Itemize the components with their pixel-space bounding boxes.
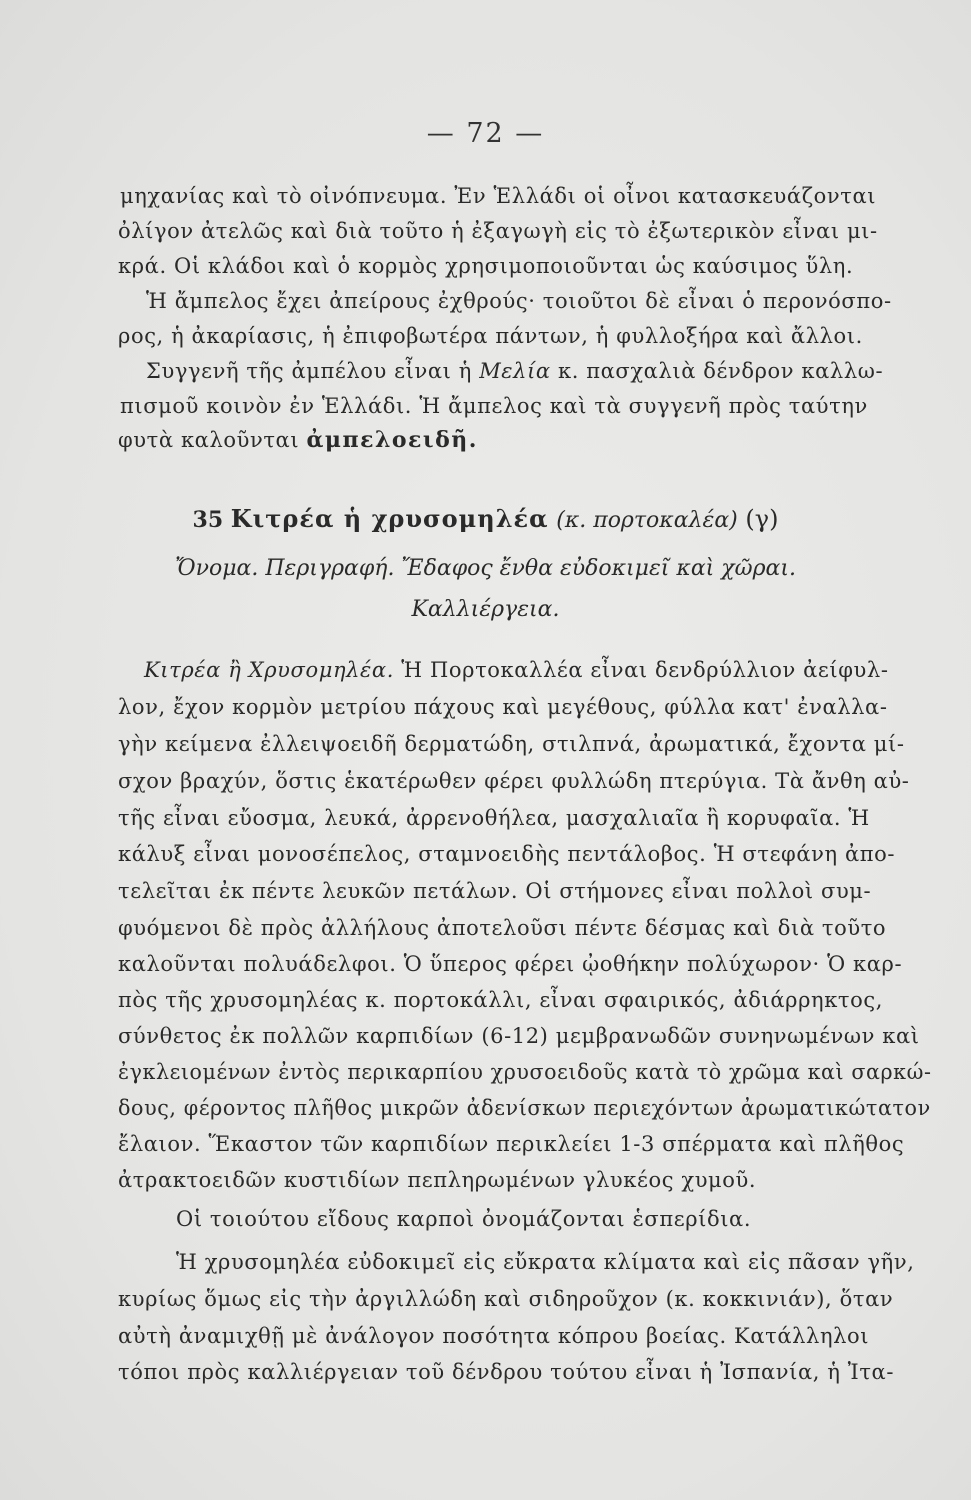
- text-line: Οἱ τοιούτου εἴδους καρποὶ ὀνομάζονται ἑσπερίδια.: [176, 1207, 752, 1231]
- section-subtitle-2: Καλλιέργεια.: [411, 597, 560, 622]
- italic-term: Μελία: [479, 359, 551, 383]
- section-heading: [0, 504, 971, 533]
- text-line: φυόμενοι δὲ πρὸς ἀλλήλους ἀποτελοῦσι πέντε δέσμας καὶ διὰ τοῦτο: [118, 916, 887, 940]
- text-line: αὐτὴ ἀναμιχθῇ μὲ ἀνάλογον ποσότητα κόπρου βοείας. Κατάλληλοι: [118, 1324, 870, 1348]
- text-line: [144, 658, 889, 682]
- section-number: 35: [192, 507, 224, 533]
- page-number: — 72 —: [426, 118, 545, 149]
- italic-term: Κιτρέα ἢ Χρυσομηλέα.: [144, 658, 394, 682]
- text-line: [146, 359, 883, 383]
- text-line: κάλυξ εἶναι μονοσέπελος, σταμνοειδὴς πεντάλοβος. Ἡ στεφάνη ἀπο-: [118, 842, 896, 866]
- text-line: λον, ἔχον κορμὸν μετρίου πάχους καὶ μεγέθους, φύλλα κατ' ἐναλλα-: [118, 695, 888, 719]
- text-segment: Συγγενῆ τῆς ἀμπέλου εἶναι ἡ: [146, 359, 480, 383]
- text-line: ρος, ἡ ἀκαρίασις, ἡ ἐπιφοβωτέρα πάντων, ἡ φυλλοξήρα καὶ ἄλλοι.: [118, 324, 863, 348]
- text-line: σχον βραχύν, ὅστις ἑκατέρωθεν φέρει φυλλώδη πτερύγια. Τὰ ἄνθη αὐ-: [118, 769, 910, 793]
- text-line: κυρίως ὅμως εἰς τὴν ἀργιλλώδη καὶ σιδηροῦχον (κ. κοκκινιάν), ὅταν: [118, 1287, 894, 1311]
- text-line: ἐγκλειομένων ἐντὸς περικαρπίου χρυσοειδοῦς κατὰ τὸ χρῶμα καὶ σαρκώ-: [118, 1060, 932, 1084]
- text-segment: Ἡ Πορτοκαλλέα εἶναι δενδρύλλιον ἀείφυλ-: [393, 658, 889, 682]
- text-line: τῆς εἶναι εὔοσμα, λευκά, ἀρρενοθήλεα, μασχαλιαῖα ἢ κορυφαῖα. Ἡ: [118, 806, 870, 830]
- text-line: πὸς τῆς χρυσομηλέας κ. πορτοκάλλι, εἶναι σφαιρικός, ἀδιάρρηκτος,: [118, 988, 884, 1012]
- text-line: δους, φέροντος πλῆθος μικρῶν ἀδενίσκων περιεχόντων ἀρωματικώτατον: [118, 1096, 931, 1120]
- text-line: γὴν κείμενα ἐλλειψοειδῆ δερματώδη, στιλπνά, ἀρωματικά, ἔχοντα μί-: [118, 732, 905, 756]
- text-line: [118, 428, 478, 452]
- section-subtitle: Ὄνομα. Περιγραφή. Ἔδαφος ἔνθα εὐδοκιμεῖ καὶ χῶραι.: [175, 556, 796, 581]
- text-line: τελεῖται ἐκ πέντε λευκῶν πετάλων. Οἱ στήμονες εἶναι πολλοὶ συμ-: [118, 879, 872, 903]
- text-line: τόποι πρὸς καλλιέργειαν τοῦ δένδρου τούτου εἶναι ἡ Ἰσπανία, ἡ Ἰτα-: [118, 1360, 895, 1384]
- section-alt-name: (κ. πορτοκαλέα): [556, 508, 738, 533]
- section-tag: (γ): [745, 505, 779, 533]
- text-line: καλοῦνται πολυάδελφοι. Ὁ ὕπερος φέρει ᾠοθήκην πολύχωρον· Ὁ καρ-: [118, 952, 903, 976]
- text-segment: κ. πασχαλιὰ δένδρον καλλω-: [550, 359, 884, 383]
- text-line: Ἡ χρυσομηλέα εὐδοκιμεῖ εἰς εὔκρατα κλίματα καὶ εἰς πᾶσαν γῆν,: [176, 1250, 915, 1274]
- text-line: ἀτρακτοειδῶν κυστιδίων πεπληρωμένων γλυκέος χυμοῦ.: [118, 1168, 757, 1192]
- text-line: κρά. Οἱ κλάδοι καὶ ὁ κορμὸς χρησιμοποιοῦνται ὡς καύσιμος ὕλη.: [118, 254, 854, 278]
- text-line: ἔλαιον. Ἕκαστον τῶν καρπιδίων περικλείει 1-3 σπέρματα καὶ πλῆθος: [118, 1132, 905, 1156]
- text-line: σύνθετος ἐκ πολλῶν καρπιδίων (6-12) μεμβρανωδῶν συνηνωμένων καὶ: [118, 1024, 920, 1048]
- text-line: Ἡ ἄμπελος ἔχει ἀπείρους ἐχθρούς· τοιοῦτοι δὲ εἶναι ὁ περονόσπο-: [146, 289, 892, 313]
- text-segment: φυτὰ καλοῦνται: [118, 428, 307, 452]
- section-title: Κιτρέα ἡ χρυσομηλέα: [230, 504, 549, 533]
- bold-term: ἀμπελοειδῆ.: [306, 427, 478, 453]
- text-line: πισμοῦ κοινὸν ἐν Ἑλλάδι. Ἡ ἄμπελος καὶ τὰ συγγενῆ πρὸς ταύτην: [120, 394, 868, 418]
- text-line: ὀλίγον ἀτελῶς καὶ διὰ τοῦτο ἡ ἐξαγωγὴ εἰς τὸ ἐξωτερικὸν εἶναι μι-: [118, 219, 878, 243]
- text-line: μηχανίας καὶ τὸ οἰνόπνευμα. Ἐν Ἑλλάδι οἱ οἶνοι κατασκευάζονται: [120, 184, 877, 208]
